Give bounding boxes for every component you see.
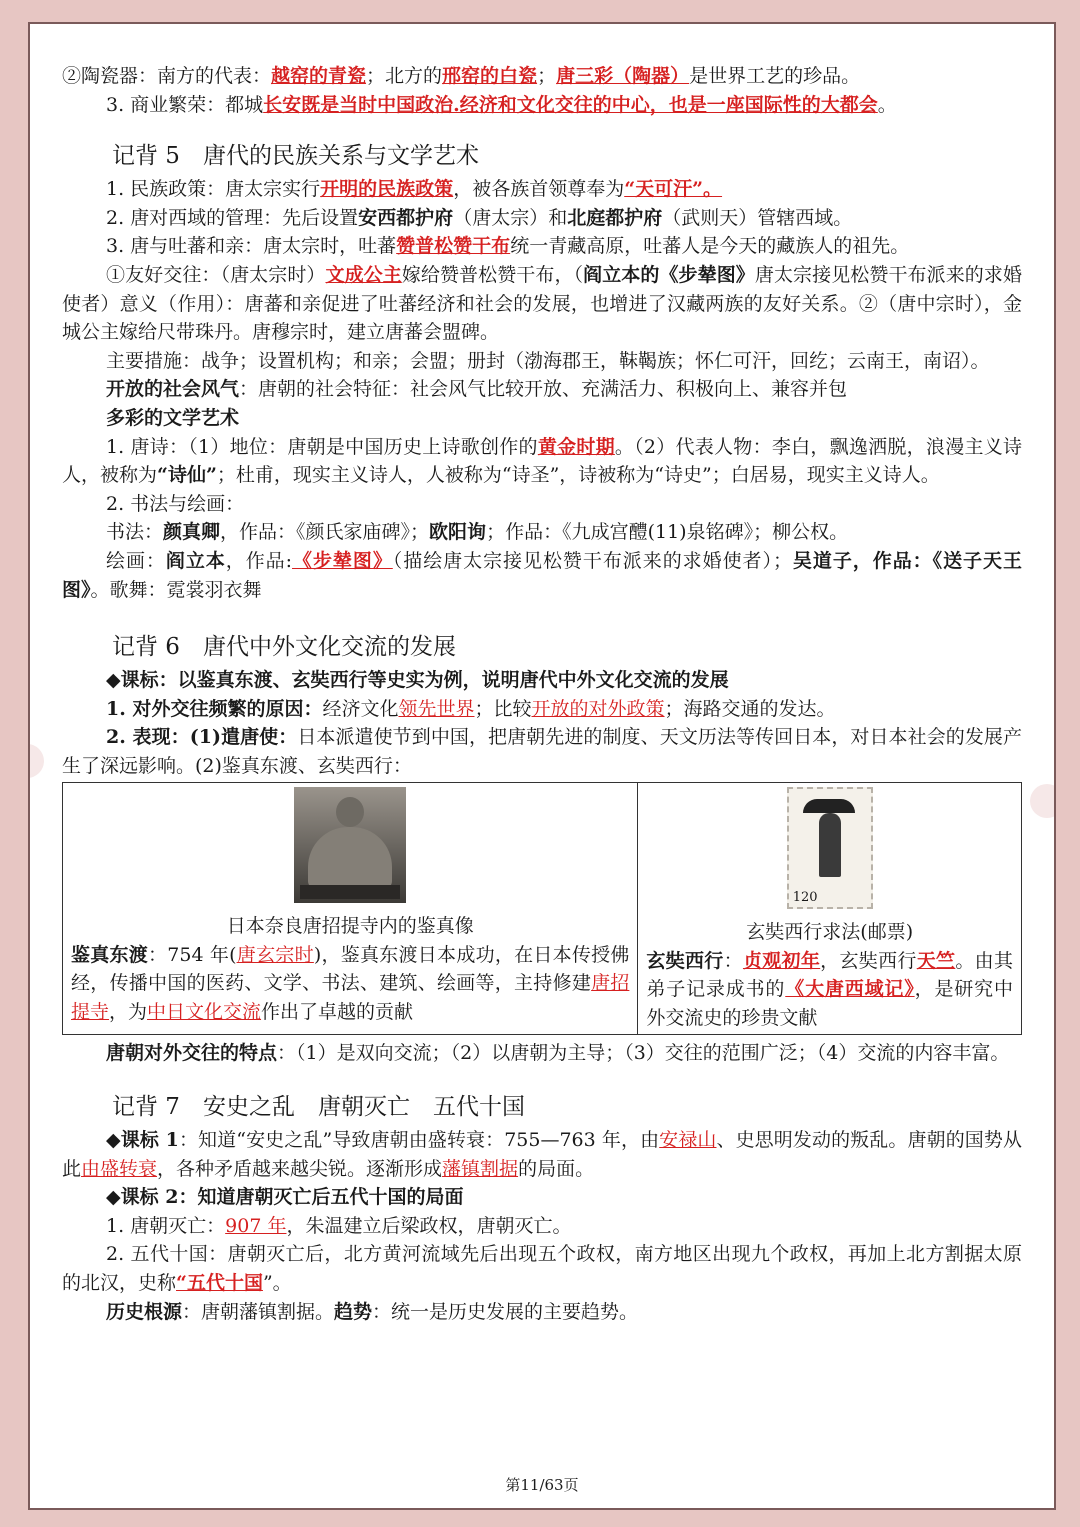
s5-paragraph-8: 1. 唐诗：（1）地位：唐朝是中国历史上诗歌创作的黄金时期。（2）代表人物：李白，飘逸洒脱，浪漫主义诗人，被称为“诗仙”；杜甫，现实主义诗人，人被称为“诗圣”，诗被称为“诗史”；白居易，现实主义诗人。 (62, 435, 1022, 487)
s5-paragraph-11: 绘画：阎立本，作品:《步辇图》（描绘唐太宗接见松赞干布派来的求婚使者）；吴道子，作品：《送子天王图》。歌舞：霓裳羽衣舞 (62, 549, 1022, 601)
document-page (28, 22, 1056, 1510)
s7-curriculum-2: ◆课标 2：知道唐朝灭亡后五代十国的局面 (106, 1186, 464, 1209)
jianzhen-text: 鉴真东渡：754 年(唐玄宗时)，鉴真东渡日本成功，在日本传授佛经，传播中国的医药、文学、书法、建筑、绘画等，主持修建唐招提寺，为中日文化交流作出了卓越的贡献 (71, 943, 630, 1023)
s5-line-1: 1. 民族政策：唐太宗实行开明的民族政策，被各族首领尊奉为“天可汗”。 (106, 178, 723, 201)
page-content (62, 62, 1022, 1326)
top-line-2: 3. 商业繁荣：都城长安既是当时中国政治.经济和文化交往的中心，也是一座国际性的大都会。 (106, 93, 897, 116)
jianzhen-caption: 日本奈良唐招提寺内的鉴真像 (226, 915, 474, 938)
s5-line-2: 2. 唐对西域的管理：先后设置安西都护府（唐太宗）和北庭都护府（武则天）管辖西域。 (106, 206, 853, 229)
exchange-table (62, 782, 1022, 1035)
s5-paragraph-4: ①友好交往：（唐太宗时）文成公主嫁给赞普松赞干布，（阎立本的《步辇图》唐太宗接见松赞干布派来的求婚使者）意义（作用）：唐蕃和亲促进了吐蕃经济和社会的发展，也增进了汉藏两族的友好关系。②（唐中宗时），金城公主嫁给尺带珠丹。唐穆宗时，建立唐蕃会盟碑。 (62, 263, 1022, 344)
s6-paragraph-4: 唐朝对外交往的特点：（1）是双向交流；（2）以唐朝为主导；（3）交往的范围广泛；（4）交流的内容丰富。 (106, 1042, 1010, 1065)
s5-line-6: 开放的社会风气：唐朝的社会特征：社会风气比较开放、充满活力、积极向上、兼容并包 (106, 378, 848, 401)
page-number: 第11/63页 (505, 1476, 579, 1494)
xuanzang-stamp-image: 120 (787, 787, 873, 909)
s5-line-9: 2. 书法与绘画： (106, 492, 245, 515)
section-6-title: 记背 6 唐代中外文化交流的发展 (112, 634, 456, 661)
xuanzang-text: 玄奘西行：贞观初年，玄奘西行天竺。由其弟子记录成书的《大唐西域记》，是研究中外交流史的珍贵文献 (646, 949, 1013, 1029)
s6-line-2: 1. 对外交往频繁的原因：经济文化领先世界；比较开放的对外政策；海路交通的发达。 (106, 697, 836, 720)
watermark-icon (28, 744, 44, 778)
s7-line-5: 历史根源：唐朝藩镇割据。趋势：统一是历史发展的主要趋势。 (106, 1300, 639, 1323)
s7-paragraph-1: ◆课标 1：知道“安史之乱”导致唐朝由盛转衰：755—763 年，由安禄山、史思明发动的叛乱。唐朝的国势从此由盛转衰，各种矛盾越来越尖锐。逐渐形成藩镇割据的局面。 (62, 1129, 1022, 1180)
section-5-title: 记背 5 唐代的民族关系与文学艺术 (112, 143, 479, 170)
s7-paragraph-4: 2. 五代十国：唐朝灭亡后，北方黄河流域先后出现五个政权，南方地区出现九个政权，再加上北方割据太原的北汉，史称“五代十国”。 (62, 1243, 1022, 1294)
s7-line-3: 1. 唐朝灭亡：907 年，朱温建立后梁政权，唐朝灭亡。 (106, 1214, 572, 1237)
top-line-1: ②陶瓷器：南方的代表：越窑的青瓷；北方的邢窑的白瓷；唐三彩（陶器）是世界工艺的珍品。 (62, 65, 861, 87)
s6-curriculum: ◆课标：以鉴真东渡、玄奘西行等史实为例，说明唐代中外文化交流的发展 (106, 669, 729, 692)
xuanzang-cell (638, 783, 1022, 1035)
section-7-title: 记背 7 安史之乱 唐朝灭亡 五代十国 (112, 1094, 525, 1121)
s5-line-3: 3. 唐与吐蕃和亲：唐太宗时，吐蕃赞普松赞干布统一青藏高原，吐蕃人是今天的藏族人的祖先。 (106, 235, 910, 258)
jianzhen-statue-image (294, 787, 406, 903)
s5-paragraph-5: 主要措施：战争；设置机构；和亲；会盟；册封（渤海郡王，靺鞨族；怀仁可汗，回纥；云南王，南诏）。 (106, 349, 990, 372)
xuanzang-caption: 玄奘西行求法(邮票) (746, 921, 914, 944)
jianzhen-cell (63, 783, 638, 1035)
s5-line-7: 多彩的文学艺术 (106, 406, 240, 429)
s6-paragraph-3: 2. 表现：(1)遣唐使：日本派遣使节到中国，把唐朝先进的制度、天文历法等传回日本，对日本社会的发展产生了深远影响。(2)鉴真东渡、玄奘西行： (62, 726, 1022, 777)
s5-line-10: 书法：颜真卿，作品：《颜氏家庙碑》；欧阳询；作品：《九成宫醴(11)泉铭碑》；柳公权。 (106, 521, 849, 544)
watermark-icon (1030, 784, 1056, 818)
